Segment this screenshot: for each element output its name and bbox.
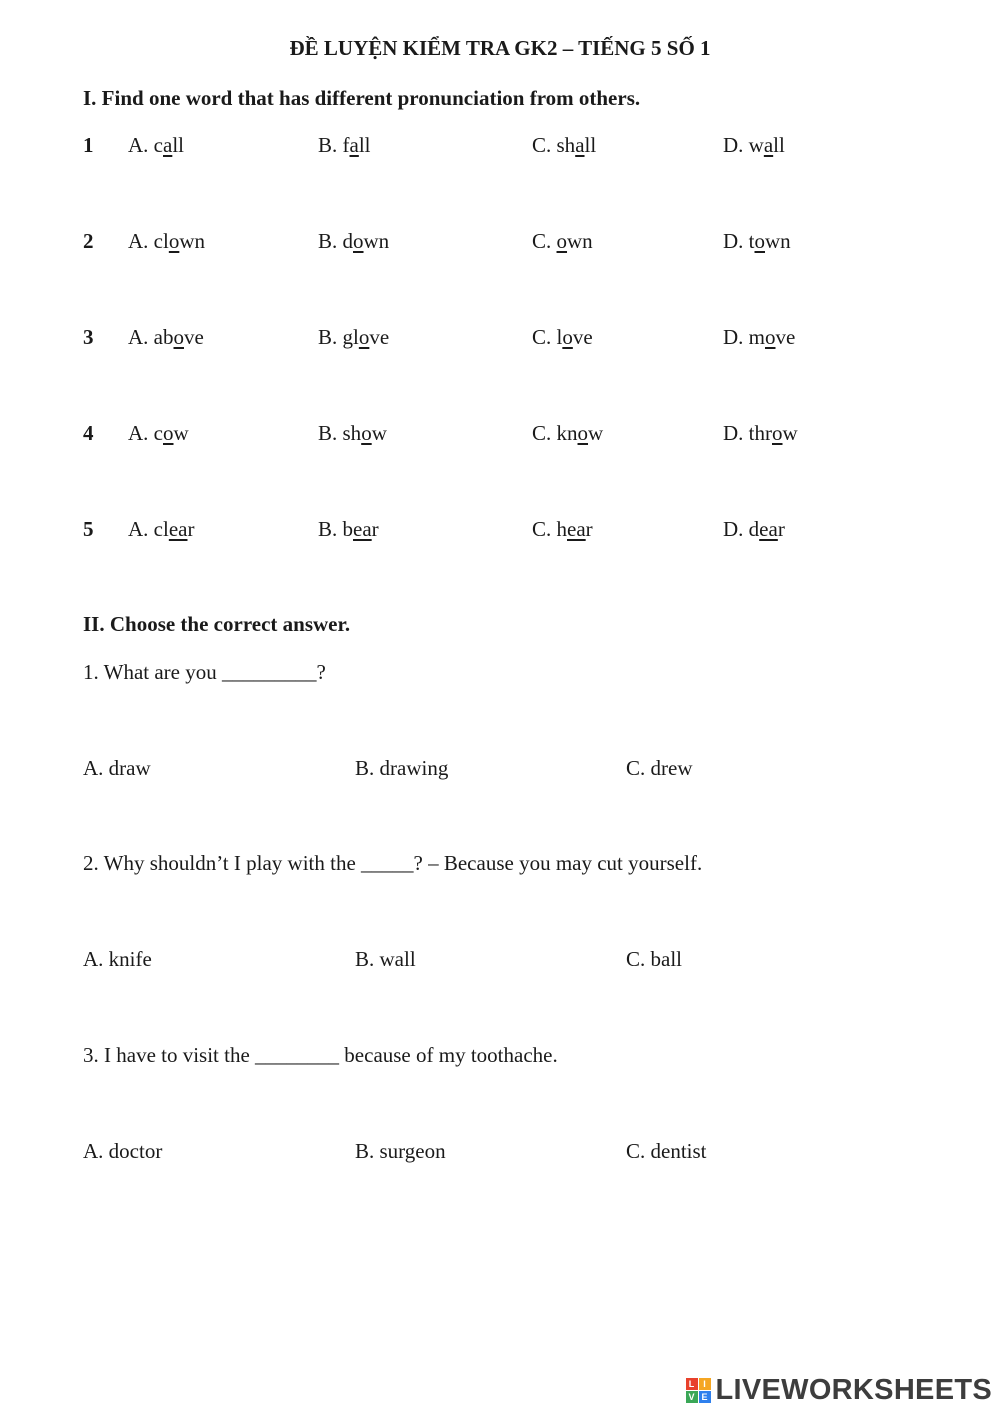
underlined-sound: ea <box>567 517 586 541</box>
pronunciation-option[interactable] <box>532 421 603 446</box>
question-number: 4 <box>83 421 94 445</box>
answer-option[interactable]: C. dentist <box>626 1139 707 1163</box>
question-text: 3. I have to visit the ________ because of my toothache. <box>83 1043 558 1067</box>
pronunciation-option[interactable] <box>532 133 596 158</box>
option-text: A. ab <box>128 325 174 349</box>
option-text: wn <box>179 229 205 253</box>
logo-letter-l: L <box>686 1378 698 1390</box>
pronunciation-option[interactable] <box>723 325 795 350</box>
answer-option[interactable]: A. doctor <box>83 1139 163 1163</box>
option-text: C. <box>532 229 557 253</box>
underlined-sound: o <box>353 229 364 253</box>
underlined-sound: o <box>765 325 776 349</box>
pronunciation-option[interactable] <box>318 517 379 542</box>
question-text: 2. Why shouldn’t I play with the _____? – Because you may cut yourself. <box>83 851 703 875</box>
question-number: 1 <box>83 133 94 157</box>
option-text: D. w <box>723 133 764 157</box>
logo-letter-v: V <box>686 1391 698 1403</box>
option-text: B. sh <box>318 421 362 445</box>
answer-option[interactable]: B. wall <box>355 947 416 971</box>
option-text: ve <box>572 325 593 349</box>
logo-letter-i: I <box>699 1378 711 1390</box>
option-text: r <box>585 517 593 541</box>
underlined-sound: o <box>358 325 370 349</box>
pronunciation-option[interactable] <box>318 421 387 446</box>
option-text: C. sh <box>532 133 576 157</box>
answer-option[interactable]: B. drawing <box>355 756 449 780</box>
pronunciation-option[interactable] <box>128 517 194 542</box>
pronunciation-option[interactable] <box>723 517 785 542</box>
underlined-sound: ea <box>168 517 188 541</box>
underlined-sound: a <box>575 133 585 157</box>
question-number: 5 <box>83 517 94 541</box>
pronunciation-option[interactable] <box>128 421 189 446</box>
option-text: w <box>371 421 387 445</box>
underlined-sound: o <box>562 325 573 349</box>
option-text: r <box>187 517 195 541</box>
option-text: ll <box>584 133 597 157</box>
underlined-sound: o <box>163 421 174 445</box>
option-text: B. gl <box>318 325 359 349</box>
pronunciation-option[interactable] <box>128 325 204 350</box>
pronunciation-option[interactable] <box>723 229 791 254</box>
option-text: C. h <box>532 517 568 541</box>
pronunciation-option[interactable] <box>318 325 389 350</box>
underlined-sound: o <box>556 229 568 253</box>
answer-option[interactable]: A. knife <box>83 947 152 971</box>
underlined-sound: o <box>772 421 783 445</box>
underlined-sound: a <box>163 133 173 157</box>
option-text: C. l <box>532 325 563 349</box>
option-text: D. thr <box>723 421 772 445</box>
option-text: r <box>777 517 785 541</box>
option-text: A. cl <box>128 229 169 253</box>
answer-option[interactable]: C. drew <box>626 756 693 780</box>
option-text: w <box>588 421 604 445</box>
option-text: B. d <box>318 229 354 253</box>
option-text: A. cl <box>128 517 169 541</box>
pronunciation-option[interactable] <box>532 517 593 542</box>
question-number: 2 <box>83 229 94 253</box>
option-text: ve <box>775 325 796 349</box>
liveworksheets-logo <box>686 1374 993 1407</box>
pronunciation-option[interactable] <box>318 133 371 158</box>
underlined-sound: o <box>361 421 372 445</box>
option-text: ll <box>358 133 371 157</box>
pronunciation-option[interactable] <box>128 133 184 158</box>
logo-letter-e: E <box>699 1391 711 1403</box>
option-text: wn <box>363 229 390 253</box>
answer-option[interactable]: C. ball <box>626 947 682 971</box>
option-text: A. c <box>128 133 163 157</box>
option-text: wn <box>567 229 593 253</box>
pronunciation-option[interactable] <box>723 421 798 446</box>
option-text: wn <box>765 229 791 253</box>
underlined-sound: o <box>168 229 180 253</box>
pronunciation-option[interactable] <box>723 133 785 158</box>
underlined-sound: o <box>577 421 589 445</box>
section2-heading: II. Choose the correct answer. <box>83 612 351 636</box>
pronunciation-option[interactable] <box>128 229 205 254</box>
option-text: D. t <box>723 229 755 253</box>
underlined-sound: a <box>763 133 774 157</box>
option-text: ve <box>369 325 390 349</box>
option-text: ll <box>773 133 785 157</box>
option-text: w <box>173 421 189 445</box>
answer-option[interactable]: A. draw <box>83 756 151 780</box>
page-title: ĐỀ LUYỆN KIỂM TRA GK2 – TIẾNG 5 SỐ 1 <box>289 36 711 60</box>
option-text: C. kn <box>532 421 578 445</box>
logo-mark-icon <box>686 1378 711 1403</box>
option-text: r <box>371 517 379 541</box>
question-text: 1. What are you _________? <box>83 660 326 684</box>
pronunciation-option[interactable] <box>318 229 389 254</box>
option-text: ve <box>184 325 204 349</box>
option-text: D. d <box>723 517 760 541</box>
option-text: ll <box>172 133 184 157</box>
underlined-sound: a <box>349 133 359 157</box>
underlined-sound: o <box>754 229 765 253</box>
answer-option[interactable]: B. surgeon <box>355 1139 446 1163</box>
question-number: 3 <box>83 325 94 349</box>
underlined-sound: ea <box>353 517 372 541</box>
pronunciation-option[interactable] <box>532 325 593 350</box>
underlined-sound: ea <box>759 517 778 541</box>
option-text: A. c <box>128 421 163 445</box>
underlined-sound: o <box>173 325 184 349</box>
option-text: w <box>782 421 798 445</box>
logo-text: LIVEWORKSHEETS <box>715 1374 992 1406</box>
option-text: B. b <box>318 517 354 541</box>
option-text: B. f <box>318 133 350 157</box>
pronunciation-option[interactable] <box>532 229 593 254</box>
option-text: D. m <box>723 325 765 349</box>
section1-heading: I. Find one word that has different pronunciation from others. <box>83 86 641 110</box>
